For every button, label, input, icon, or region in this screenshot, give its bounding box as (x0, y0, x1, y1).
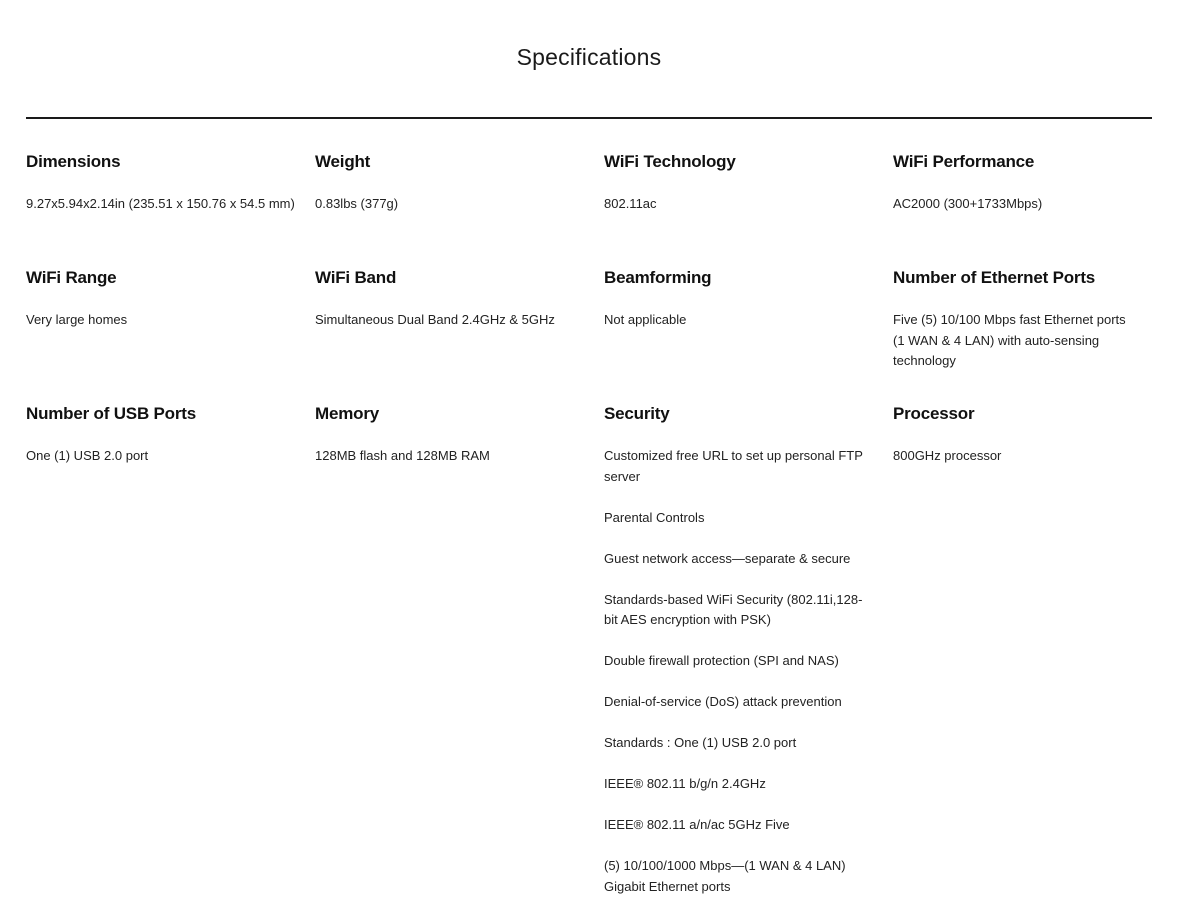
security-item: Standards : One (1) USB 2.0 port (604, 735, 797, 750)
spec-label: Weight (315, 152, 371, 171)
spec-label: Security (604, 404, 670, 423)
security-item: (5) 10/100/1000 Mbps—(1 WAN & 4 LAN) Gigabit Ethernet ports (604, 858, 846, 894)
spec-label: WiFi Range (26, 268, 117, 287)
spec-wifi-range (26, 266, 315, 402)
spec-value: 128MB flash and 128MB RAM (315, 448, 490, 463)
spec-ethernet-ports (893, 266, 1152, 402)
spec-weight (315, 150, 604, 266)
spec-usb-ports (26, 402, 315, 918)
spec-processor (893, 402, 1152, 918)
divider (26, 117, 1152, 119)
spec-value: 9.27x5.94x2.14in (235.51 x 150.76 x 54.5 mm) (26, 196, 295, 211)
spec-label: Memory (315, 404, 379, 423)
security-item: Double firewall protection (SPI and NAS) (604, 653, 839, 668)
spec-wifi-performance (893, 150, 1152, 266)
spec-beamforming (604, 266, 893, 402)
security-item: IEEE® 802.11 a/n/ac 5GHz Five (604, 817, 790, 832)
specs-grid (26, 150, 1152, 918)
spec-value: One (1) USB 2.0 port (26, 448, 149, 463)
spec-label: Number of USB Ports (26, 404, 196, 423)
spec-label: WiFi Performance (893, 152, 1035, 171)
spec-value: Not applicable (604, 312, 687, 327)
spec-wifi-band (315, 266, 604, 402)
spec-dimensions (26, 150, 315, 266)
spec-security (604, 402, 893, 918)
security-item: Standards-based WiFi Security (802.11i,128-bit AES encryption with PSK) (604, 591, 863, 627)
spec-label: WiFi Technology (604, 152, 736, 171)
security-item: Customized free URL to set up personal FTP server (604, 448, 863, 484)
spec-value: 0.83lbs (377g) (315, 196, 399, 211)
spec-value: Five (5) 10/100 Mbps fast Ethernet ports (1 WAN & 4 LAN) with auto-sensing technology (893, 312, 1126, 368)
spec-value: AC2000 (300+1733Mbps) (893, 196, 1043, 211)
page-title: Specifications (516, 44, 662, 70)
spec-memory (315, 402, 604, 918)
spec-label: Processor (893, 404, 975, 423)
spec-label: Number of Ethernet Ports (893, 268, 1096, 287)
spec-label: Beamforming (604, 268, 712, 287)
security-item: Guest network access—separate & secure (604, 550, 851, 566)
security-item: Denial-of-service (DoS) attack prevention (604, 694, 842, 709)
spec-wifi-technology (604, 150, 893, 266)
spec-label: Dimensions (26, 152, 121, 171)
spec-label: WiFi Band (315, 268, 397, 287)
spec-value: Very large homes (26, 312, 128, 327)
spec-value: 802.11ac (604, 196, 657, 211)
security-item: IEEE® 802.11 b/g/n 2.4GHz (604, 776, 766, 791)
spec-value: Simultaneous Dual Band 2.4GHz & 5GHz (315, 312, 555, 327)
spec-value: 800GHz processor (893, 448, 1002, 463)
security-item: Parental Controls (604, 509, 705, 525)
